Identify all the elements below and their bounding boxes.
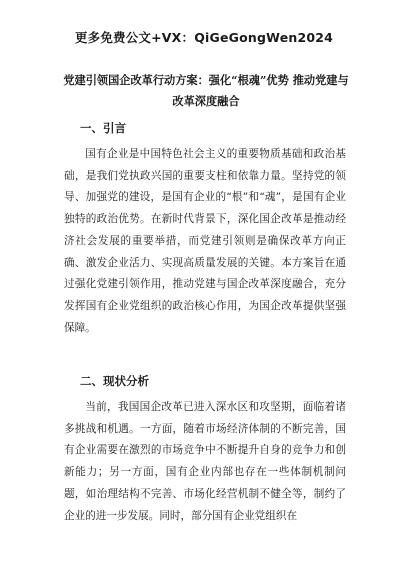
section-paragraph-status-analysis: 当前，我国国企改革已进入深水区和攻坚期，面临着诸多挑战和机遇。一方面，随着市场经济体制的不断完善，国有企业需要在激烈的市场竞争中不断提升自身的竞争力和创新能力；另一方面，国有企业内部也存在一些体制机制问题，如治理结构不完善、市场化经营机制不健全等，制约了企业的进一步发展。同时，部分国有企业党组织在	[64, 401, 346, 522]
section-paragraph-introduction: 国有企业是中国特色社会主义的重要物质基础和政治基础，是我们党执政兴国的重要支柱和依靠力量。坚持党的领导、加强党的建设，是国有企业的“根”和“魂”，是国有企业独特的政治优势。在新时代背景下，深化国企改革是推动经济社会发展的重要举措，而党建引领则是确保改革方向正确、激发企业活力、实现高质量发展的关键。本方案旨在通过强化党建引领作用，推动党建与国企改革深度融合，充分发挥国有企业党组织的政治核心作用，为国企改革提供坚强保障。	[64, 148, 346, 334]
document-title: 党建引领国企改革行动方案：强化“根魂”优势 推动党建与改革深度融合	[63, 73, 349, 108]
section-heading-introduction: 一、引言	[80, 121, 126, 135]
promo-banner: 更多免费公文+VX：QiGeGongWen2024	[74, 30, 334, 45]
section-heading-status-analysis: 二、现状分析	[80, 374, 149, 388]
